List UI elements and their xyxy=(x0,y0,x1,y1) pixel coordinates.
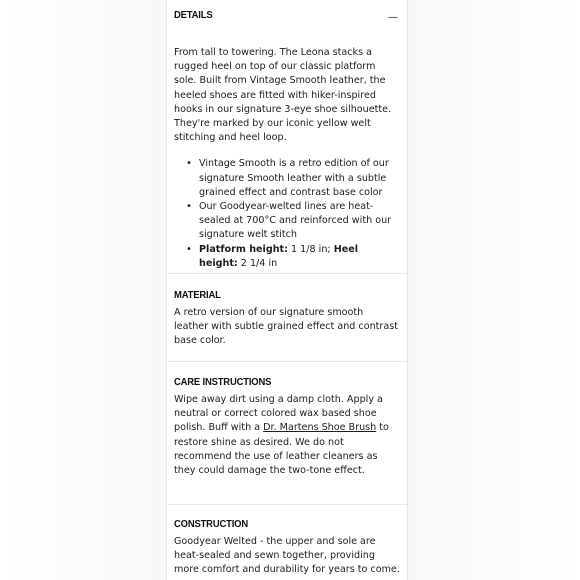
construction-title: CONSTRUCTION xyxy=(174,518,248,530)
platform-height-label: Platform height: xyxy=(199,243,288,255)
details-bullet-measurements xyxy=(186,243,400,271)
heel-height-label: Heel height: xyxy=(199,243,359,269)
details-header[interactable] xyxy=(174,0,400,23)
material-text: A retro version of our signature smooth leather with subtle grained effect and contrast base color. xyxy=(174,307,399,347)
shoe-brush-link[interactable]: Dr. Martens Shoe Brush xyxy=(263,422,377,434)
construction-text: Goodyear Welted - the upper and sole are heat-sealed and sewn together, providing more comfort and durability for years to come. xyxy=(174,536,400,576)
care-text-before: Wipe away dirt using a damp cloth. Apply a neutral or correct colored wax based shoe polish. Buff with a xyxy=(174,394,383,434)
care-section xyxy=(167,362,407,505)
details-bullet-2: • Our Goodyear-welted lines are heat-sealed at 700°C and reinforced with our signature welt stitch xyxy=(186,200,400,243)
care-text xyxy=(174,393,400,478)
care-header[interactable] xyxy=(174,362,400,388)
details-title: DETAILS xyxy=(174,9,213,21)
material-header[interactable] xyxy=(174,274,400,301)
details-section xyxy=(167,0,407,274)
background-left xyxy=(0,0,166,580)
platform-height-value: 1 1/8 in; xyxy=(287,243,334,255)
care-text-after: to restore shine as desired. We do not recommend the use of leather cleaners as they could damage the two-tone effect. xyxy=(174,422,389,477)
care-title: CARE INSTRUCTIONS xyxy=(174,376,272,388)
minus-icon[interactable]: — xyxy=(388,12,398,23)
heel-height-value: 2 1/4 in xyxy=(237,257,278,269)
details-description: From tall to towering. The Leona stacks a rugged heel on top of our classic platform sole. Built from Vintage Smooth leather, the heeled shoes are fitted with hiker-inspired hooks in our signature 3-eye shoe silhouette. They're marked by our iconic yellow welt stitching and heel loop. xyxy=(174,47,392,144)
details-bullet-1: • Vintage Smooth is a retro edition of our signature Smooth leather with a subtle grained effect and contrast base color xyxy=(186,157,400,200)
material-section xyxy=(167,274,407,362)
construction-section xyxy=(167,505,407,578)
background-right xyxy=(408,0,580,580)
product-info-panel xyxy=(166,0,408,580)
details-bullet-list xyxy=(186,157,400,271)
material-title: MATERIAL xyxy=(174,289,221,301)
construction-header[interactable] xyxy=(174,505,400,530)
